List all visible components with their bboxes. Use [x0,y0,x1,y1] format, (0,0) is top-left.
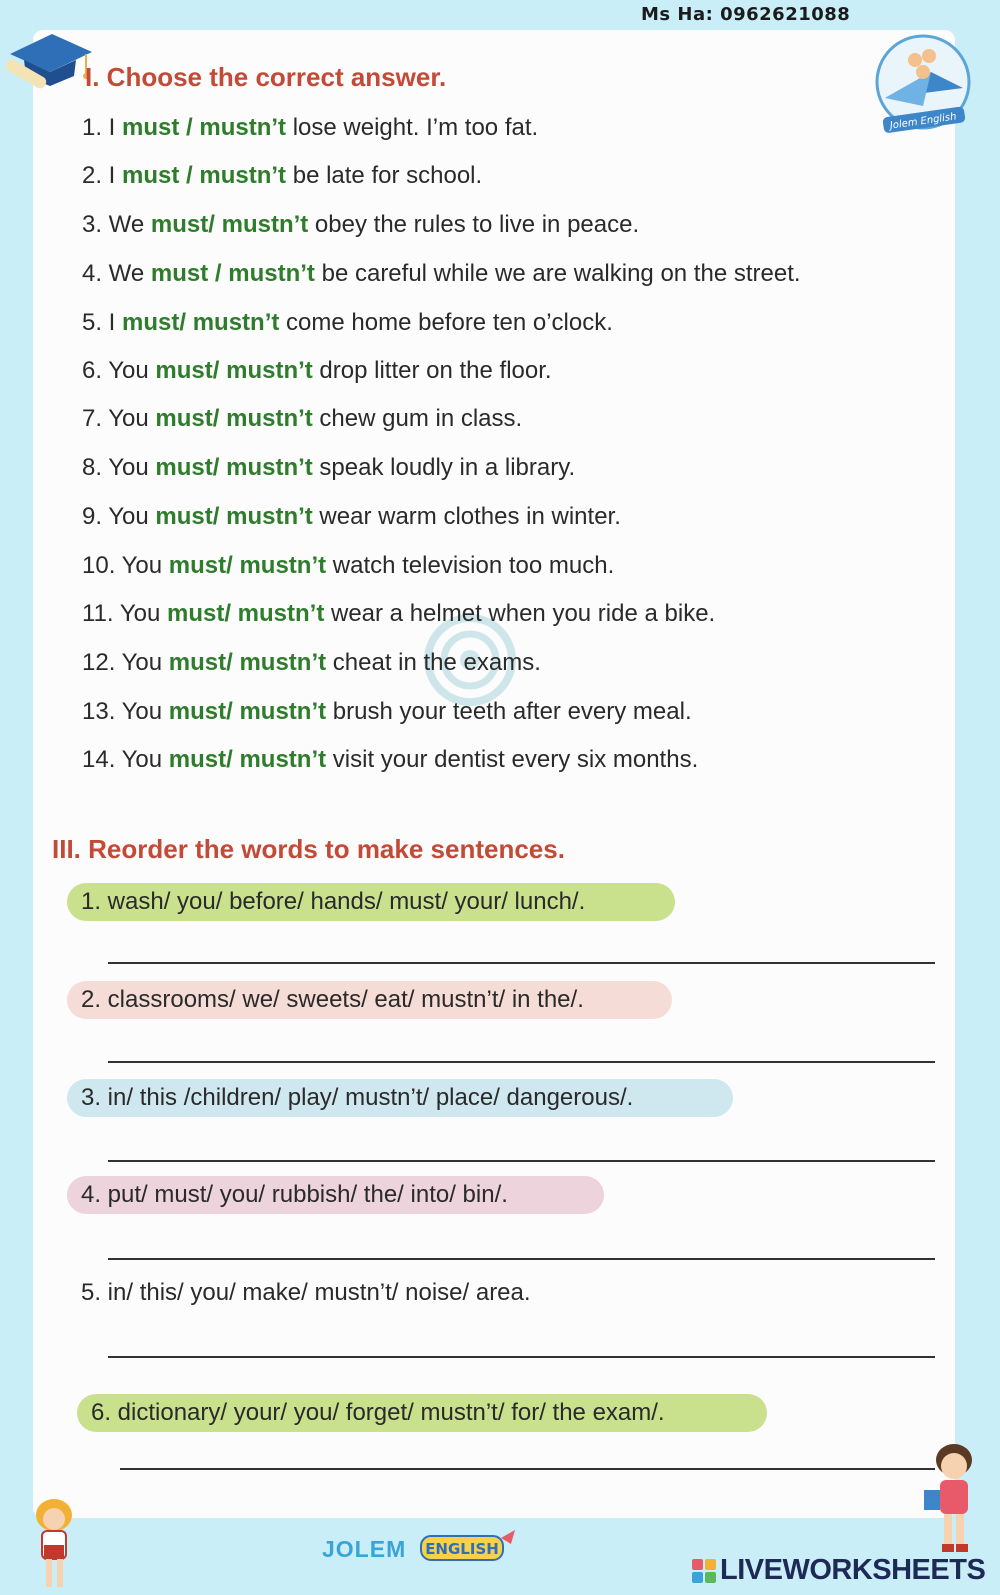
question-suffix: watch television too much. [326,552,615,579]
question-prefix: 10. You [82,552,169,579]
question-prefix: 1. I [82,114,123,141]
answer-options[interactable]: must/ mustn’t [155,405,313,432]
answer-options[interactable]: must/ mustn’t [168,649,327,676]
question-prefix: 8. You [82,454,156,481]
answer-options[interactable]: must/ mustn’t [155,503,313,530]
question-row [82,260,801,288]
brand-jolem: JOLEM [322,1536,407,1562]
question-suffix: be late for school. [286,162,483,189]
question-suffix: be careful while we are walking on the street. [314,260,801,287]
answer-line[interactable] [120,1468,935,1470]
question-suffix: come home before ten o’clock. [279,309,613,336]
liveworksheets-text: LIVEWORKSHEETS [720,1554,986,1586]
question-row [82,211,639,239]
question-row [82,357,552,385]
question-suffix: drop litter on the floor. [312,357,552,384]
reorder-prompt: 3. in/ this /children/ play/ mustn’t/ place/ dangerous/. [67,1079,733,1117]
liveworksheets-brand [692,1554,985,1587]
question-prefix: 2. I [82,162,123,189]
answer-options[interactable]: must / mustn’t [122,114,287,141]
reorder-prompt: 5. in/ this/ you/ make/ mustn’t/ noise/ area. [67,1274,627,1312]
question-prefix: 13. You [82,698,169,725]
jolem-logo [871,32,975,136]
answer-options[interactable]: must/ mustn’t [155,357,313,384]
answer-options[interactable]: must/ mustn’t [122,309,280,336]
question-row [82,454,575,482]
girl-with-books-illustration [920,1440,990,1560]
contact-phone: Ms Ha: 0962621088 [641,4,851,25]
question-row [82,552,614,580]
reorder-prompt: 4. put/ must/ you/ rubbish/ the/ into/ bin/. [67,1176,604,1214]
answer-options[interactable]: must/ mustn’t [150,211,309,238]
answer-options[interactable]: must/ mustn’t [168,746,327,773]
question-suffix: speak loudly in a library. [312,454,576,481]
question-prefix: 11. You [82,600,167,627]
question-prefix: 12. You [82,649,169,676]
question-prefix: 7. You [82,405,156,432]
answer-line[interactable] [108,962,935,964]
answer-options[interactable]: must / mustn’t [150,260,315,287]
answer-line[interactable] [108,1356,935,1358]
question-row [82,698,692,726]
logo-badge-text: Jolem English [889,111,958,132]
question-row [82,746,698,774]
answer-options[interactable]: must/ mustn’t [155,454,313,481]
question-row [82,309,613,337]
question-suffix: brush your teeth after every meal. [326,698,692,725]
question-suffix: cheat in the exams. [326,649,541,676]
question-prefix: 4. We [82,260,151,287]
question-suffix: wear a helmet when you ride a bike. [324,600,716,627]
girl-illustration [30,1495,80,1595]
question-suffix: lose weight. I’m too fat. [286,114,539,141]
question-prefix: 9. You [82,503,156,530]
answer-line[interactable] [108,1258,935,1260]
question-row [82,162,482,190]
question-prefix: 14. You [82,746,169,773]
question-prefix: 3. We [82,211,151,238]
answer-options[interactable]: must/ mustn’t [168,552,327,579]
brand-english-logo [415,1528,520,1566]
brand-english-text: ENGLISH [425,1540,499,1558]
answer-options[interactable]: must / mustn’t [122,162,287,189]
question-row [82,405,522,433]
reorder-prompt: 2. classrooms/ we/ sweets/ eat/ mustn’t/ in the/. [67,981,672,1019]
answer-options[interactable]: must/ mustn’t [166,600,325,627]
answer-line[interactable] [108,1061,935,1063]
question-suffix: visit your dentist every six months. [326,746,699,773]
section-2-title: I. Choose the correct answer. [85,62,447,92]
question-suffix: wear warm clothes in winter. [312,503,621,530]
question-prefix: 6. You [82,357,156,384]
question-row [82,114,538,142]
question-prefix: 5. I [82,309,123,336]
question-row [82,649,541,677]
reorder-prompt: 6. dictionary/ your/ you/ forget/ mustn’t/ for/ the exam/. [77,1394,767,1432]
reorder-prompt: 1. wash/ you/ before/ hands/ must/ your/ lunch/. [67,883,675,921]
section-3-title: III. Reorder the words to make sentences. [52,834,565,864]
answer-line[interactable] [108,1160,935,1162]
graduation-cap-icon [2,24,96,106]
question-suffix: chew gum in class. [312,405,523,432]
question-row [82,503,621,531]
question-row [82,600,715,628]
answer-options[interactable]: must/ mustn’t [168,698,327,725]
question-suffix: obey the rules to live in peace. [308,211,640,238]
liveworksheets-icon [692,1559,716,1583]
